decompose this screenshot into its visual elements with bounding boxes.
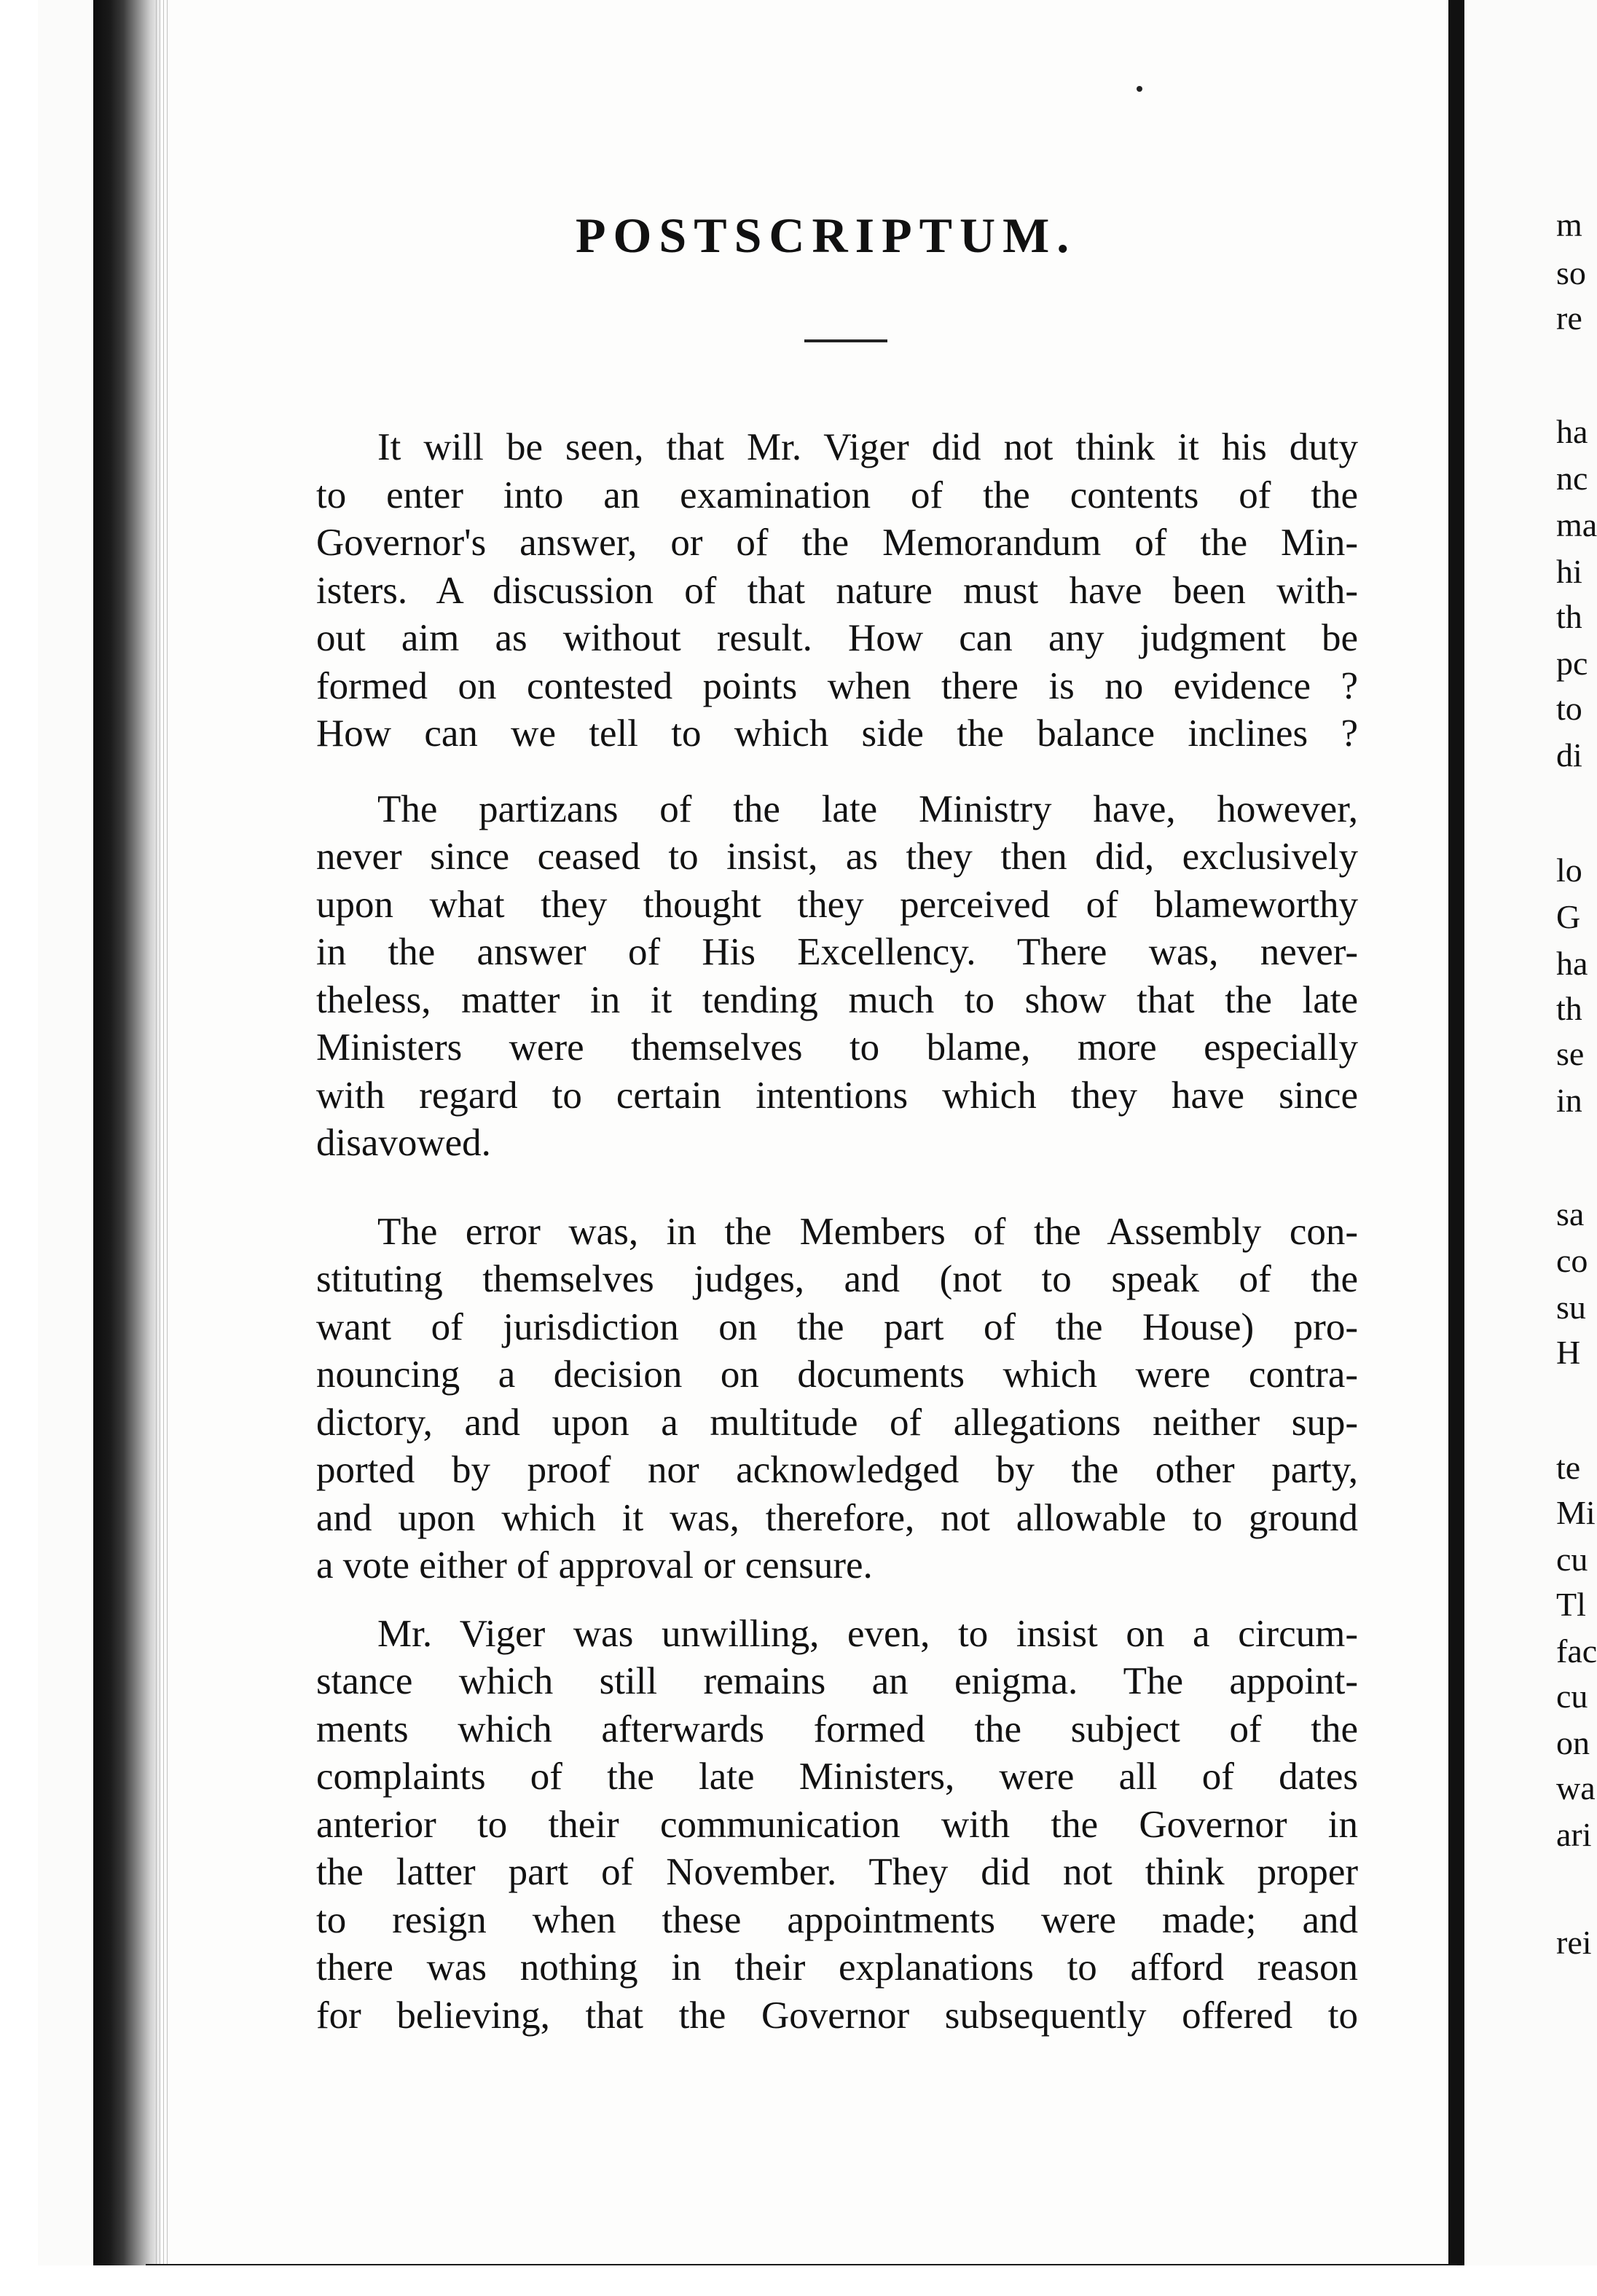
text-line: ments which afterwards formed the subject of the [316, 1707, 1358, 1750]
scan-bottom-margin [0, 2265, 1597, 2296]
facing-fragment: on [1556, 1724, 1590, 1761]
facing-fragment: m [1556, 206, 1582, 243]
text-line: isters. A discussion of that nature must have been with- [316, 569, 1358, 612]
facing-fragment: fac [1556, 1632, 1597, 1670]
facing-fragment: to [1556, 690, 1582, 727]
text-line: dictory, and upon a multitude of allegations neither sup- [316, 1401, 1358, 1444]
facing-fragment: G [1556, 898, 1581, 935]
text-line: Governor's answer, or of the Memorandum of the Min- [316, 522, 1358, 564]
facing-fragment: pc [1556, 645, 1588, 682]
facing-fragment: ha [1556, 413, 1588, 450]
facing-fragment: in [1556, 1082, 1582, 1119]
binding-gutter [93, 0, 160, 2296]
text-line: for believing, that the Governor subsequently offered to [316, 1994, 1358, 2037]
text-line: How can we tell to which side the balance inclines ? [316, 712, 1358, 755]
facing-fragment: se [1556, 1035, 1585, 1072]
text-line: out aim as without result. How can any judgment be [316, 617, 1358, 659]
text-line: disavowed. [316, 1122, 491, 1164]
body-text [316, 424, 1358, 2040]
text-line: and upon which it was, therefore, not allowable to ground [316, 1496, 1358, 1539]
paragraph-1 [316, 424, 1358, 758]
text-line: ported by proof nor acknowledged by the other party, [316, 1449, 1358, 1491]
paragraph-4 [316, 1611, 1358, 2040]
text-line: stituting themselves judges, and (not to speak of the [316, 1258, 1358, 1300]
text-line: in the answer of His Excellency. There was, never- [316, 931, 1358, 973]
facing-fragment: H [1556, 1334, 1581, 1371]
paragraph-2 [316, 786, 1358, 1168]
facing-fragment: re [1556, 299, 1582, 337]
facing-fragment: cu [1556, 1541, 1588, 1578]
facing-fragment: su [1556, 1289, 1586, 1326]
page-divider [1448, 0, 1464, 2296]
facing-fragment: Tl [1556, 1586, 1586, 1623]
text-line: The partizans of the late Ministry have, however, [377, 787, 1358, 830]
text-line: theless, matter in it tending much to show that the late [316, 978, 1358, 1021]
paragraph-3 [316, 1208, 1358, 1590]
facing-fragment: sa [1556, 1195, 1585, 1232]
facing-fragment: nc [1556, 460, 1588, 497]
text-line: complaints of the late Ministers, were all of dates [316, 1756, 1358, 1798]
facing-fragment: so [1556, 254, 1586, 291]
page-edge-lines [156, 0, 170, 2296]
scan-left-margin [0, 0, 38, 2296]
text-line: nouncing a decision on documents which were contra- [316, 1353, 1358, 1396]
ink-speck [1137, 86, 1142, 92]
facing-fragment: wa [1556, 1769, 1596, 1806]
text-line: the latter part of November. They did not think proper [316, 1851, 1358, 1893]
text-line: with regard to certain intentions which they have since [316, 1074, 1358, 1117]
text-line: The error was, in the Members of the Assembly con- [377, 1210, 1358, 1253]
text-line: It will be seen, that Mr. Viger did not think it his duty [377, 426, 1358, 468]
text-line: formed on contested points when there is no evidence ? [316, 664, 1358, 707]
facing-fragment: lo [1556, 852, 1582, 889]
text-line: a vote either of approval or censure. [316, 1544, 873, 1587]
facing-fragment: hi [1556, 553, 1582, 590]
text-line: Mr. Viger was unwilling, even, to insist on a circum- [377, 1612, 1358, 1655]
text-line: anterior to their communication with the Governor in [316, 1803, 1358, 1846]
facing-fragment: ha [1556, 945, 1588, 982]
text-line: never since ceased to insist, as they then did, exclusively [316, 836, 1358, 878]
text-line: to resign when these appointments were made; and [316, 1898, 1358, 1941]
facing-fragment: te [1556, 1449, 1581, 1486]
facing-fragment: co [1556, 1242, 1588, 1279]
text-line: stance which still remains an enigma. The appoint- [316, 1660, 1358, 1702]
facing-fragment: ma [1556, 506, 1597, 543]
facing-fragment: th [1556, 990, 1582, 1027]
facing-fragment: rei [1556, 1924, 1592, 1961]
facing-fragment: di [1556, 736, 1582, 774]
page-title: POSTSCRIPTUM. [576, 208, 1077, 263]
facing-fragment: Mi [1556, 1494, 1596, 1531]
facing-page-edge [1464, 0, 1597, 2296]
facing-fragment: cu [1556, 1678, 1588, 1715]
text-line: Ministers were themselves to blame, more especially [316, 1026, 1358, 1069]
facing-fragment: th [1556, 598, 1582, 635]
title-rule [804, 339, 887, 342]
text-line: want of jurisdiction on the part of the House) pro- [316, 1305, 1358, 1348]
text-line: there was nothing in their explanations to afford reason [316, 1946, 1358, 1989]
facing-fragment: ari [1556, 1816, 1592, 1853]
text-line: to enter into an examination of the contents of the [316, 473, 1358, 516]
text-line: upon what they thought they perceived of blameworthy [316, 883, 1358, 926]
